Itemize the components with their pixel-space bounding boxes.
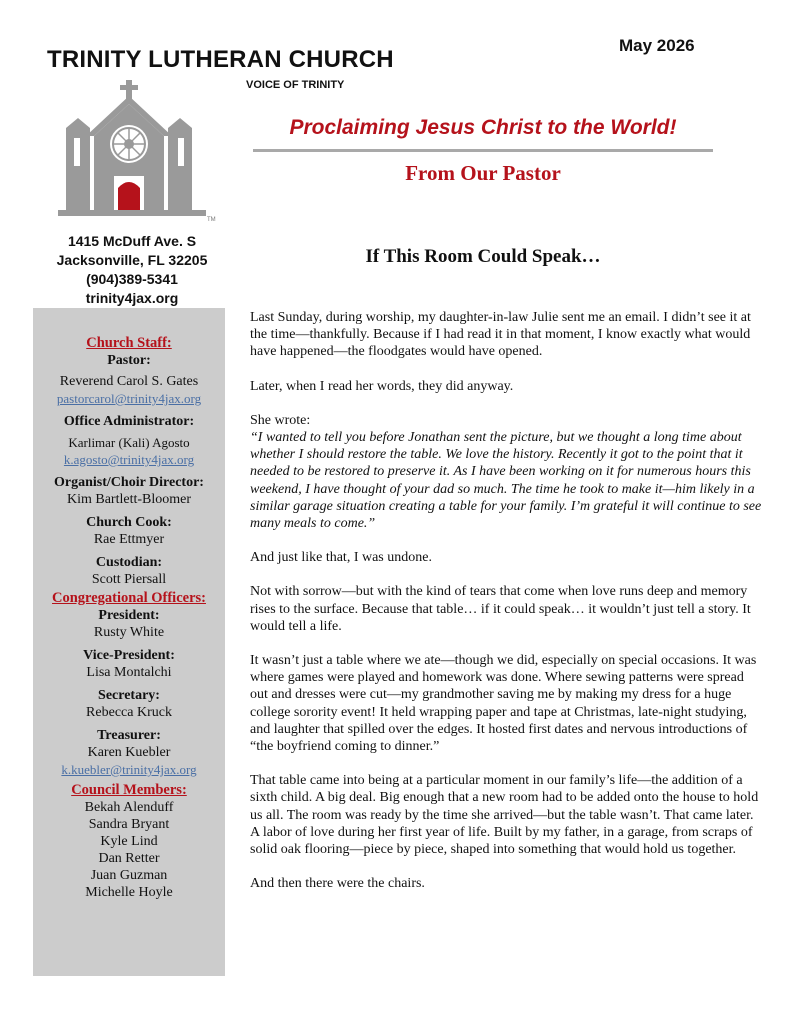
president-role: President: (98, 608, 160, 623)
newsletter-name: VOICE OF TRINITY (246, 79, 345, 91)
council-member: Kyle Lind (100, 834, 158, 849)
article-quote: “I wanted to tell you before Jonathan sent the picture, but we thought a long time about whether I should restore the table. We love the history. Recently it got to the point that it needed to be restored to preserve it. As I have been working on it for numerous hours this weekend, I have thought of your dad so much. The time he took to make it—him likely in a similar garage situation creating a table for your family. I’m grateful it will continue to see many meals to come.” (250, 430, 762, 532)
vp-role: Vice-President: (83, 648, 175, 663)
treasurer-role: Treasurer: (97, 728, 161, 743)
address-phone: (904)389-5341 (86, 271, 178, 287)
council-member: Bekah Alenduff (84, 800, 174, 815)
article-body (250, 309, 762, 909)
article-paragraph: Not with sorrow—but with the kind of tears that come when love runs deep and memory rises to the surface. Because that table… if it could speak… it wouldn’t just tell a story. It would tell a life. (250, 584, 751, 634)
logo-trademark: TM (207, 217, 216, 222)
header-divider (253, 149, 713, 152)
pastor-role: Pastor: (107, 353, 151, 368)
council-member: Juan Guzman (90, 868, 168, 883)
address-website: trinity4jax.org (85, 290, 179, 306)
cook-name: Rae Ettmyer (93, 532, 165, 547)
office-role: Office Administrator: (63, 414, 195, 429)
council-member: Michelle Hoyle (85, 885, 173, 900)
cook-role: Church Cook: (86, 515, 172, 530)
organist-role: Organist/Choir Director: (54, 475, 204, 490)
vp-name: Lisa Montalchi (86, 665, 172, 680)
president-name: Rusty White (93, 625, 165, 640)
article-paragraph: Later, when I read her words, they did anyway. (250, 378, 514, 394)
article-paragraph: And just like that, I was undone. (250, 550, 432, 566)
address-street: 1415 McDuff Ave. S (67, 233, 197, 249)
treasurer-name: Karen Kuebler (87, 745, 171, 760)
pastor-name: Reverend Carol S. Gates (59, 374, 199, 389)
article-title: If This Room Could Speak… (365, 246, 601, 267)
article-paragraph: Last Sunday, during worship, my daughter-in-law Julie sent me an email. I didn’t see it at the time—thankfully. Because if I had read it in that moment, I know exactly what would have happened—the floodgates would have opened. (250, 310, 751, 360)
article-paragraph: And then there were the chairs. (250, 876, 425, 892)
church-logo-icon (44, 80, 220, 222)
tagline: Proclaiming Jesus Christ to the World! (289, 116, 677, 139)
article-paragraph: That table came into being at a particular moment in our family’s life—the addition of a sixth child. A big deal. Big enough that a new room had to be added onto the house to hold us all. The room was ready by the time she arrived—but the table wasn’t. That came later. A labor of love during her first year of life. Built by my father, in a garage, from scraps of solid oak flooring—piece by piece, shaped into something that would hold us together. (250, 773, 759, 858)
custodian-name: Scott Piersall (91, 572, 167, 587)
church-name: TRINITY LUTHERAN CHURCH (47, 46, 394, 73)
article-paragraph: It wasn’t just a table where we ate—though we did, especially on special occasions. It was where games were played and homework was done. Where sewing patterns were spread out and dresses were cut—my grandmother saving me by making my dress for a huge college sorority event! It held wrapping paper and tape at Christmas, late-night studying, and laughter that spilled over the edges. It hosted first dates and nervous introductions of “the boyfriend coming to dinner.” (250, 653, 757, 755)
organist-name: Kim Bartlett-Bloomer (66, 492, 192, 507)
secretary-name: Rebecca Kruck (86, 705, 172, 720)
custodian-role: Custodian: (95, 555, 163, 570)
issue-date: May 2026 (619, 36, 695, 55)
church-address (34, 232, 230, 308)
council-member: Dan Retter (98, 851, 160, 866)
office-name: Karlimar (Kali) Agosto (68, 435, 190, 450)
secretary-role: Secretary: (98, 688, 160, 703)
office-email-link[interactable]: k.agosto@trinity4jax.org (63, 452, 195, 467)
council-member: Sandra Bryant (88, 817, 170, 832)
council-heading: Council Members: (71, 782, 187, 798)
address-city: Jacksonville, FL 32205 (56, 252, 208, 268)
section-title: From Our Pastor (405, 161, 561, 185)
article-paragraph: She wrote: (250, 412, 311, 428)
officers-heading: Congregational Officers: (52, 590, 206, 606)
pastor-email-link[interactable]: pastorcarol@trinity4jax.org (56, 391, 202, 406)
treasurer-email-link[interactable]: k.kuebler@trinity4jax.org (61, 762, 197, 777)
staff-heading: Church Staff: (86, 335, 172, 351)
staff-sidebar (33, 308, 225, 976)
